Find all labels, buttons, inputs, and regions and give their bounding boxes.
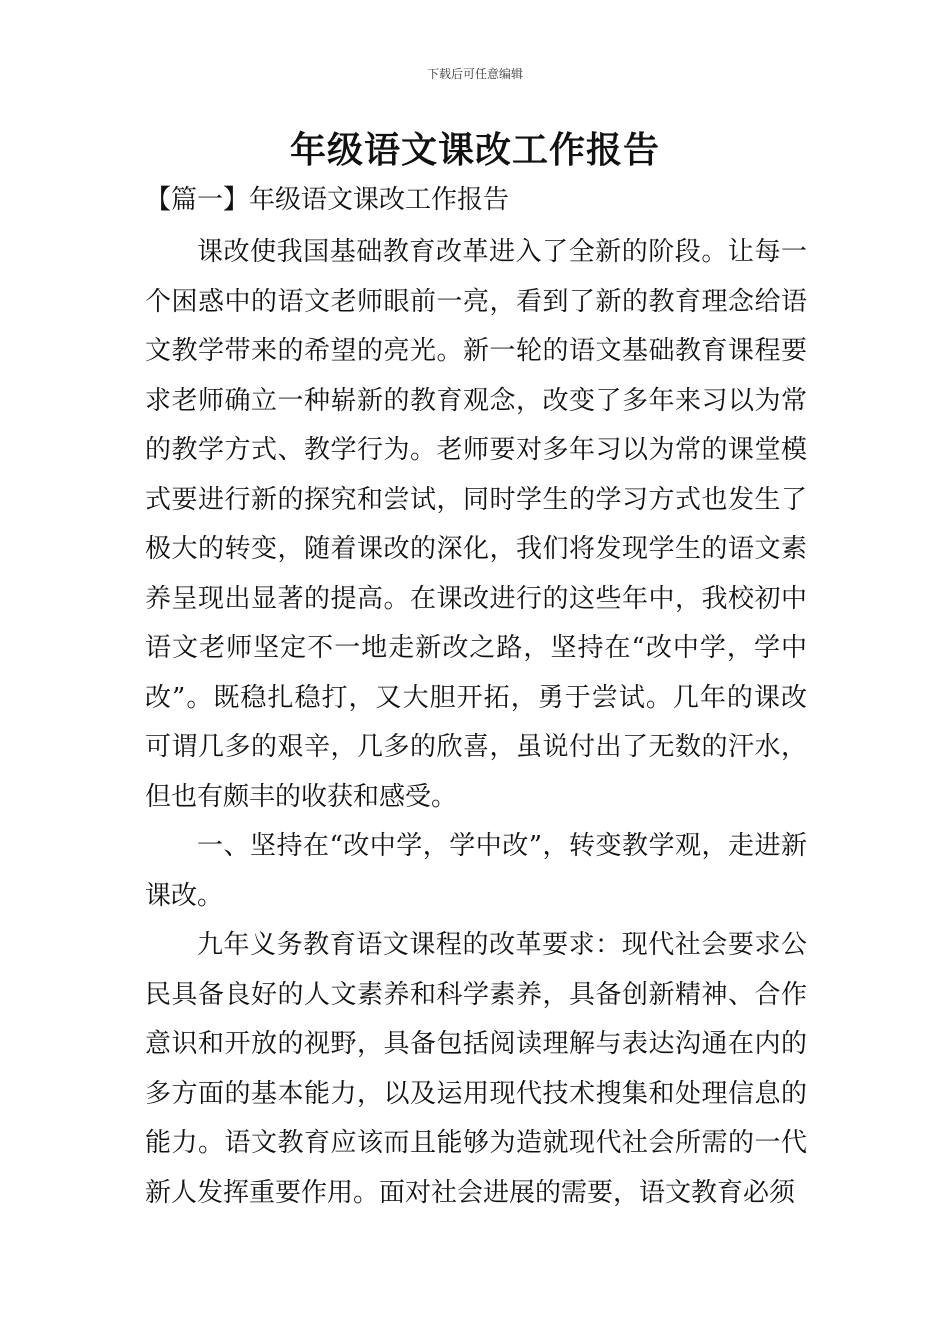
header-note: 下载后可任意编辑 [426, 67, 523, 81]
paragraph: 九年义务教育语文课程的改革要求：现代社会要求公民具备良好的人文素养和科学素养，具备创新精神、合作意识和开放的视野，具备包括阅读理解与表达沟通在内的多方面的基本能力，以及运用现代技术搜集和处理信息的能力。语文教育应该而且能够为造就现代社会所需的一代新人发挥重要作用。面对社会进展的需要，语文教育必须 [145, 930, 807, 1208]
body-text [145, 228, 807, 1218]
section-heading: 【篇一】年级语文课改工作报告 [145, 185, 510, 215]
paragraph: 一、坚持在“改中学，学中改”，转变教学观，走进新课改。 [145, 831, 807, 911]
paragraph: 课改使我国基础教育改革进入了全新的阶段。让每一个困惑中的语文老师眼前一亮，看到了新的教育理念给语文教学带来的希望的亮光。新一轮的语文基础教育课程要求老师确立一种崭新的教育观念，改变了多年来习以为常的教学方式、教学行为。老师要对多年习以为常的课堂模式要进行新的探究和尝试，同时学生的学习方式也发生了极大的转变，随着课改的深化，我们将发现学生的语文素养呈现出显著的提高。在课改进行的这些年中，我校初中语文老师坚定不一地走新改之路，坚持在“改中学，学中改”。既稳扎稳打，又大胆开拓，勇于尝试。几年的课改可谓几多的艰辛，几多的欣喜，虽说付出了无数的汗水，但也有颇丰的收获和感受。 [145, 237, 807, 812]
document-title: 年级语文课改工作报告 [289, 129, 660, 171]
